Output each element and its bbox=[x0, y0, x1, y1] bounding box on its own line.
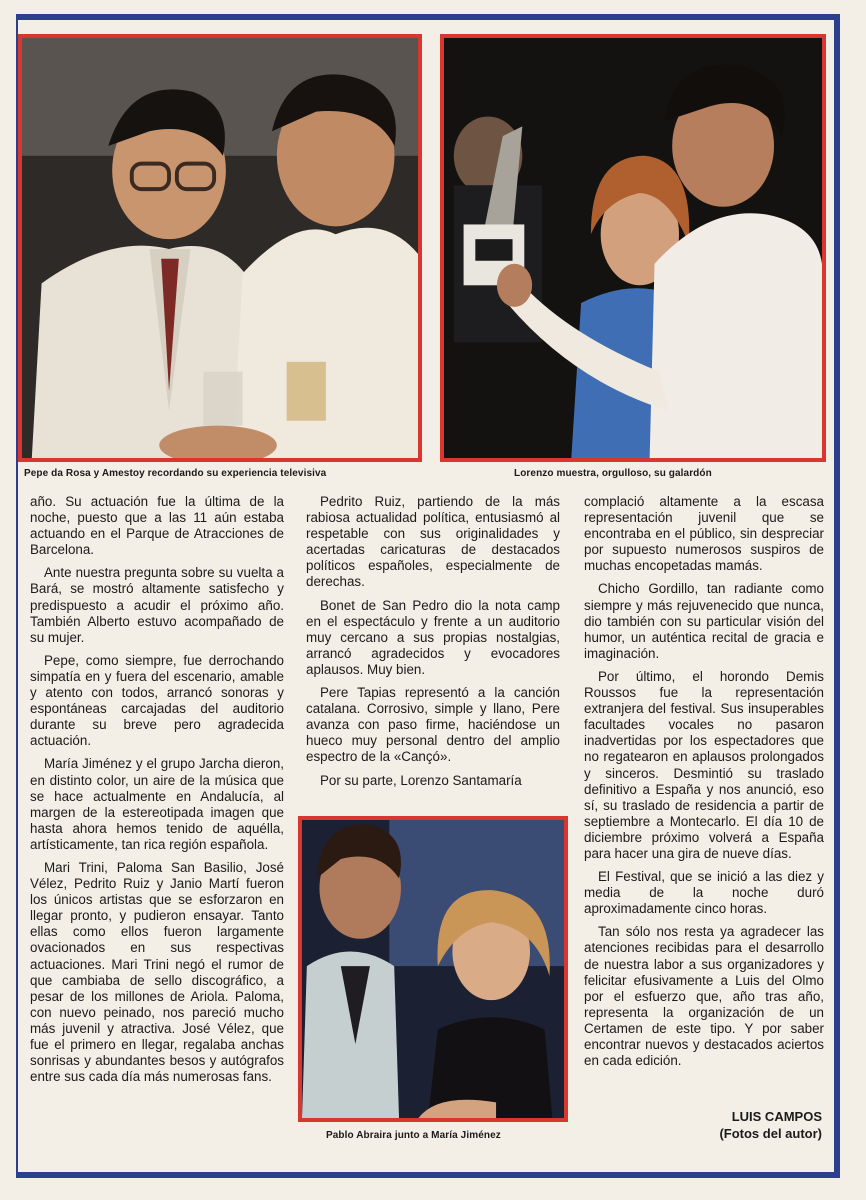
photo-pepe-amestoy bbox=[18, 34, 422, 462]
caption-top-left: Pepe da Rosa y Amestoy recordando su experiencia televisiva bbox=[24, 468, 327, 479]
author-signature bbox=[620, 1108, 822, 1142]
col3-para-4: El Festival, que se inició a las diez y media de la noche duró aproximadamente cinco horas. bbox=[584, 869, 824, 917]
col1-para-3: Pepe, como siempre, fue derrochando simpatía en y fuera del escenario, amable y atento con todos, arrancó sonoras y espontáneas carcajadas del auditorio durante su breve pero agradecida actuación. bbox=[30, 652, 284, 749]
col3-para-1: complació altamente a la escasa representación juvenil que se encontraba en el público, sin despreciar por supuesto numerosos suspiros de muchas encopetadas mamás. bbox=[584, 494, 824, 574]
col1-para-2: Ante nuestra pregunta sobre su vuelta a Bará, se mostró altamente satisfecho y predispuesto a acudir el próximo año. También Alberto estuvo acompañado de su mujer. bbox=[30, 565, 284, 645]
article-column-3 bbox=[584, 494, 824, 1076]
col1-para-1: año. Su actuación fue la última de la noche, puesto que a las 11 aún estaba actuando en el Parque de Atracciones de Barcelona. bbox=[30, 494, 284, 558]
col2-para-1: Pedrito Ruiz, partiendo de la más rabiosa actualidad política, entusiasmó al respetable con sus originalidades y acertadas caricaturas de destacados políticos españoles, especialmente de derechas. bbox=[306, 494, 560, 590]
col3-para-3: Por último, el horondo Demis Roussos fue la representación extranjera del festival. Sus insuperables facultades vocales no pasaron inadvertidas por los espectadores que no regatearon en aplausos prolongados y sinceros. Desmintió su traslado definitivo a España y nos anunció, eso sí, su traslado de residencia a partir de septiembre a Montecarlo. El día 10 de diciembre próximo volverá a España para hacer una gira de nueve días. bbox=[584, 668, 824, 861]
author-name: LUIS CAMPOS bbox=[731, 1109, 822, 1124]
photo-lorenzo-award bbox=[440, 34, 826, 462]
article-column-1 bbox=[30, 494, 284, 1092]
col2-para-4: Por su parte, Lorenzo Santamaría bbox=[320, 772, 522, 788]
col1-para-5: Mari Trini, Paloma San Basilio, José Vélez, Pedrito Ruiz y Janio Martí fueron los únicos artistas que se esforzaron en llegar pronto, y pudieron ensayar. Tanto ellas como ellos fueron largamente ovacionados en sus respectivas actuaciones. Mari Trini negó el rumor de que cambiaba de sello discográfico, a pesar de los millones de Ariola. Paloma, con nuevo peinado, nos pareció mucho más juvenil y atractiva. José Vélez, que fue el primero en llegar, regalaba anchas sonrisas y abundantes besos y autógrafos entre sus cada día más numerosas fans. bbox=[30, 859, 284, 1085]
article-column-2 bbox=[306, 494, 560, 796]
caption-bottom: Pablo Abraira junto a María Jiménez bbox=[326, 1130, 501, 1141]
photo-abraira-jimenez bbox=[298, 816, 568, 1122]
col1-para-4: María Jiménez y el grupo Jarcha dieron, en distinto color, un aire de la música que se hace actualmente en Andalucía, al margen de la estereotipada imagen que hasta ahora hemos tenido de aquélla, artísticamente, tan rica región española. bbox=[30, 756, 284, 852]
caption-top-right: Lorenzo muestra, orgulloso, su galardón bbox=[514, 468, 712, 479]
col2-para-2: Bonet de San Pedro dio la nota camp en el espectáculo y frente a un auditorio muy cercano a sus propias nostalgias, arrancó agradecidos y evocadores aplausos. Muy bien. bbox=[306, 597, 560, 677]
col3-para-5: Tan sólo nos resta ya agradecer las atenciones recibidas para el desarrollo de nuestra labor a sus organizadores y felicitar efusivamente a Luis del Olmo por el esfuerzo que, año tras año, representa la organización de un Certamen de este tipo. Y por saber encontrar nuevos y destacados aciertos en cada edición. bbox=[584, 924, 824, 1069]
photo-credit: (Fotos del autor) bbox=[719, 1126, 822, 1141]
col2-para-3: Pere Tapias representó a la canción catalana. Corrosivo, simple y llano, Pere avanza con paso firme, haciéndose un hueco muy personal dentro del amplio espectro de la «Cançó». bbox=[306, 685, 560, 765]
col3-para-2: Chicho Gordillo, tan radiante como siempre y más rejuvenecido que nunca, dio también con su particular visión del humor, un auténtica recital de gracia e imaginación. bbox=[584, 581, 824, 661]
